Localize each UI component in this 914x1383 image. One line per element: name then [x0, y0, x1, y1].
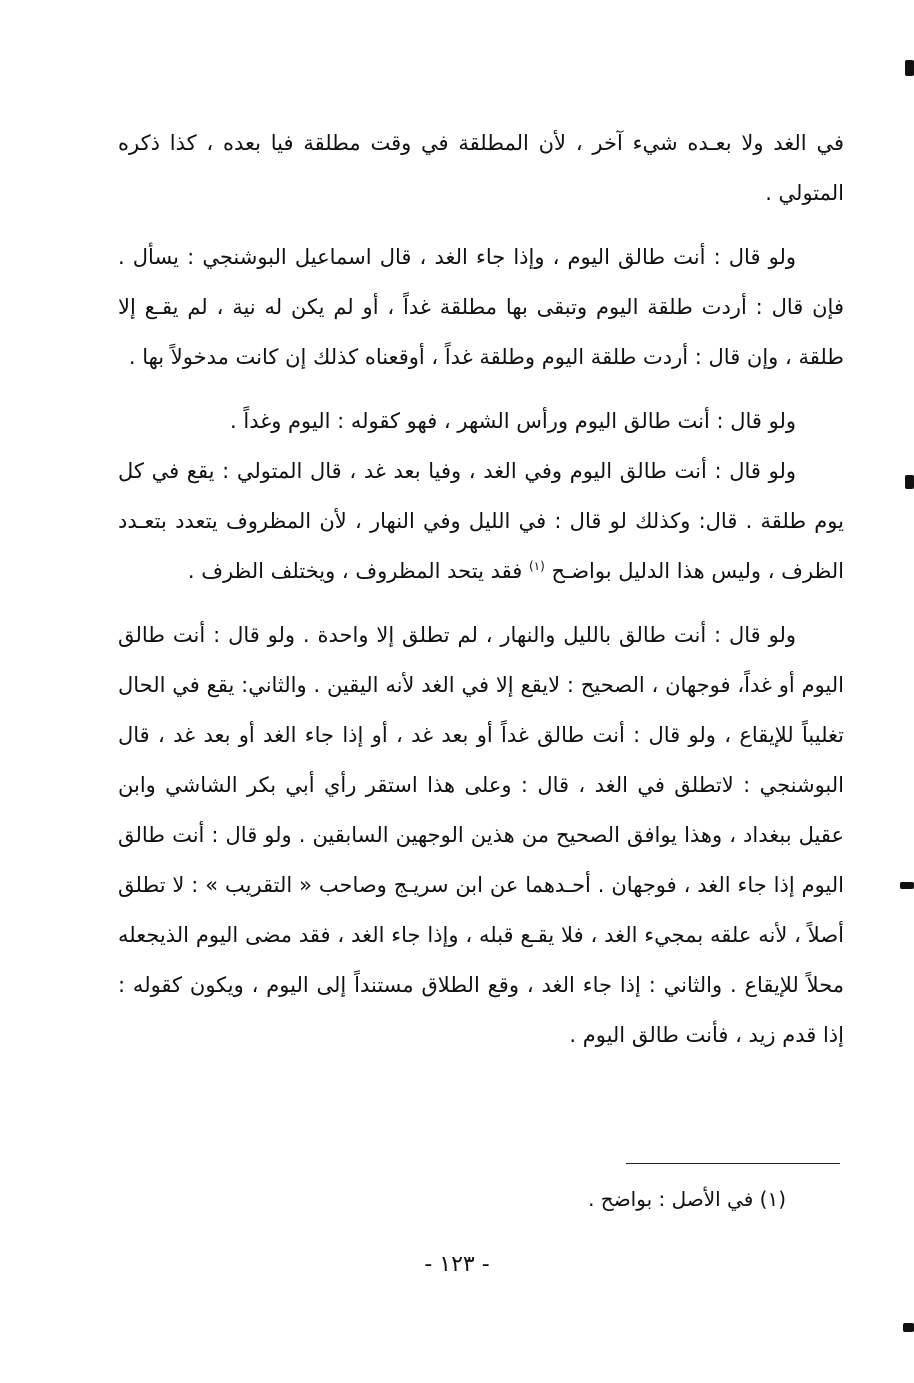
body-text: [118, 118, 844, 1060]
footnote: (١) في الأصل : بواضح .: [588, 1187, 786, 1211]
scan-edge-mark: [905, 475, 914, 489]
paragraph-2: ولو قال : أنت طالق اليوم ، وإذا جاء الغد ، قال اسماعيل البوشنجي : يسأل . فإن قال : أردت طلقة اليوم وتبقى بها مطلقة غداً ، أو لم يكن له نية ، لم يقـع إلا طلقة ، وإن قال : أردت طلقة اليوم وطلقة غداً ، أوقعناه كذلك إن كانت مدخولاً بها .: [118, 245, 844, 369]
paragraph-4-part-1: ولو قال : أنت طالق اليوم وفي الغد ، وفيا بعد غد ، قال المتولي : يقع في كل يوم طلقة . قال: وكذلك لو قال : في الليل وفي النهار ، لأن المظروف يتعدد بتعـدد الظرف ، وليس هذا الدليل بواضـح: [118, 459, 844, 583]
footnote-divider: [626, 1163, 840, 1164]
paragraph-4: [118, 446, 844, 596]
paragraph-1: في الغد ولا بعـده شيء آخر ، لأن المطلقة في وقت مطلقة فيا بعده ، كذا ذكره المتولي .: [118, 131, 844, 205]
page-number: - ١٢٣ -: [424, 1252, 490, 1277]
footnote-reference: (١): [528, 559, 545, 573]
scan-edge-mark: [900, 882, 914, 889]
paragraph-5: ولو قال : أنت طالق بالليل والنهار ، لم تطلق إلا واحدة . ولو قال : أنت طالق اليوم أو غداً، فوجهان ، الصحيح : لايقع إلا في الغد لأنه اليقين . والثاني: يقع في الحال تغليباً للإيقاع ، ولو قال : أنت طالق غداً أو بعد غد ، أو إذا جاء الغد أو بعد غد ، قال البوشنجي : لاتطلق في الغد ، قال : وعلى هذا استقر رأي أبي بكر الشاشي وابن عقيل ببغداد ، وهذا يوافق الصحيح من هذين الوجهين السابقين . ولو قال : أنت طالق اليوم إذا جاء الغد ، فوجهان . أحـدهما عن ابن سريـج وصاحب « التقريب » : لا تطلق أصلاً ، لأنه علقه بمجيء الغد ، فلا يقـع قبله ، وإذا جاء الغد ، فقد مضى اليوم الذيجعله محلاً للإيقاع . والثاني : إذا جاء الغد ، وقع الطلاق مستنداً إلى اليوم ، ويكون كقوله : إذا قدم زيد ، فأنت طالق اليوم .: [118, 623, 844, 1047]
scan-edge-mark: [903, 1323, 914, 1332]
paragraph-4-part-2: فقد يتحد المظروف ، ويختلف الظرف .: [187, 559, 523, 583]
paragraph-3: ولو قال : أنت طالق اليوم ورأس الشهر ، فهو كقوله : اليوم وغداً .: [230, 409, 796, 433]
scan-edge-mark: [905, 60, 914, 76]
